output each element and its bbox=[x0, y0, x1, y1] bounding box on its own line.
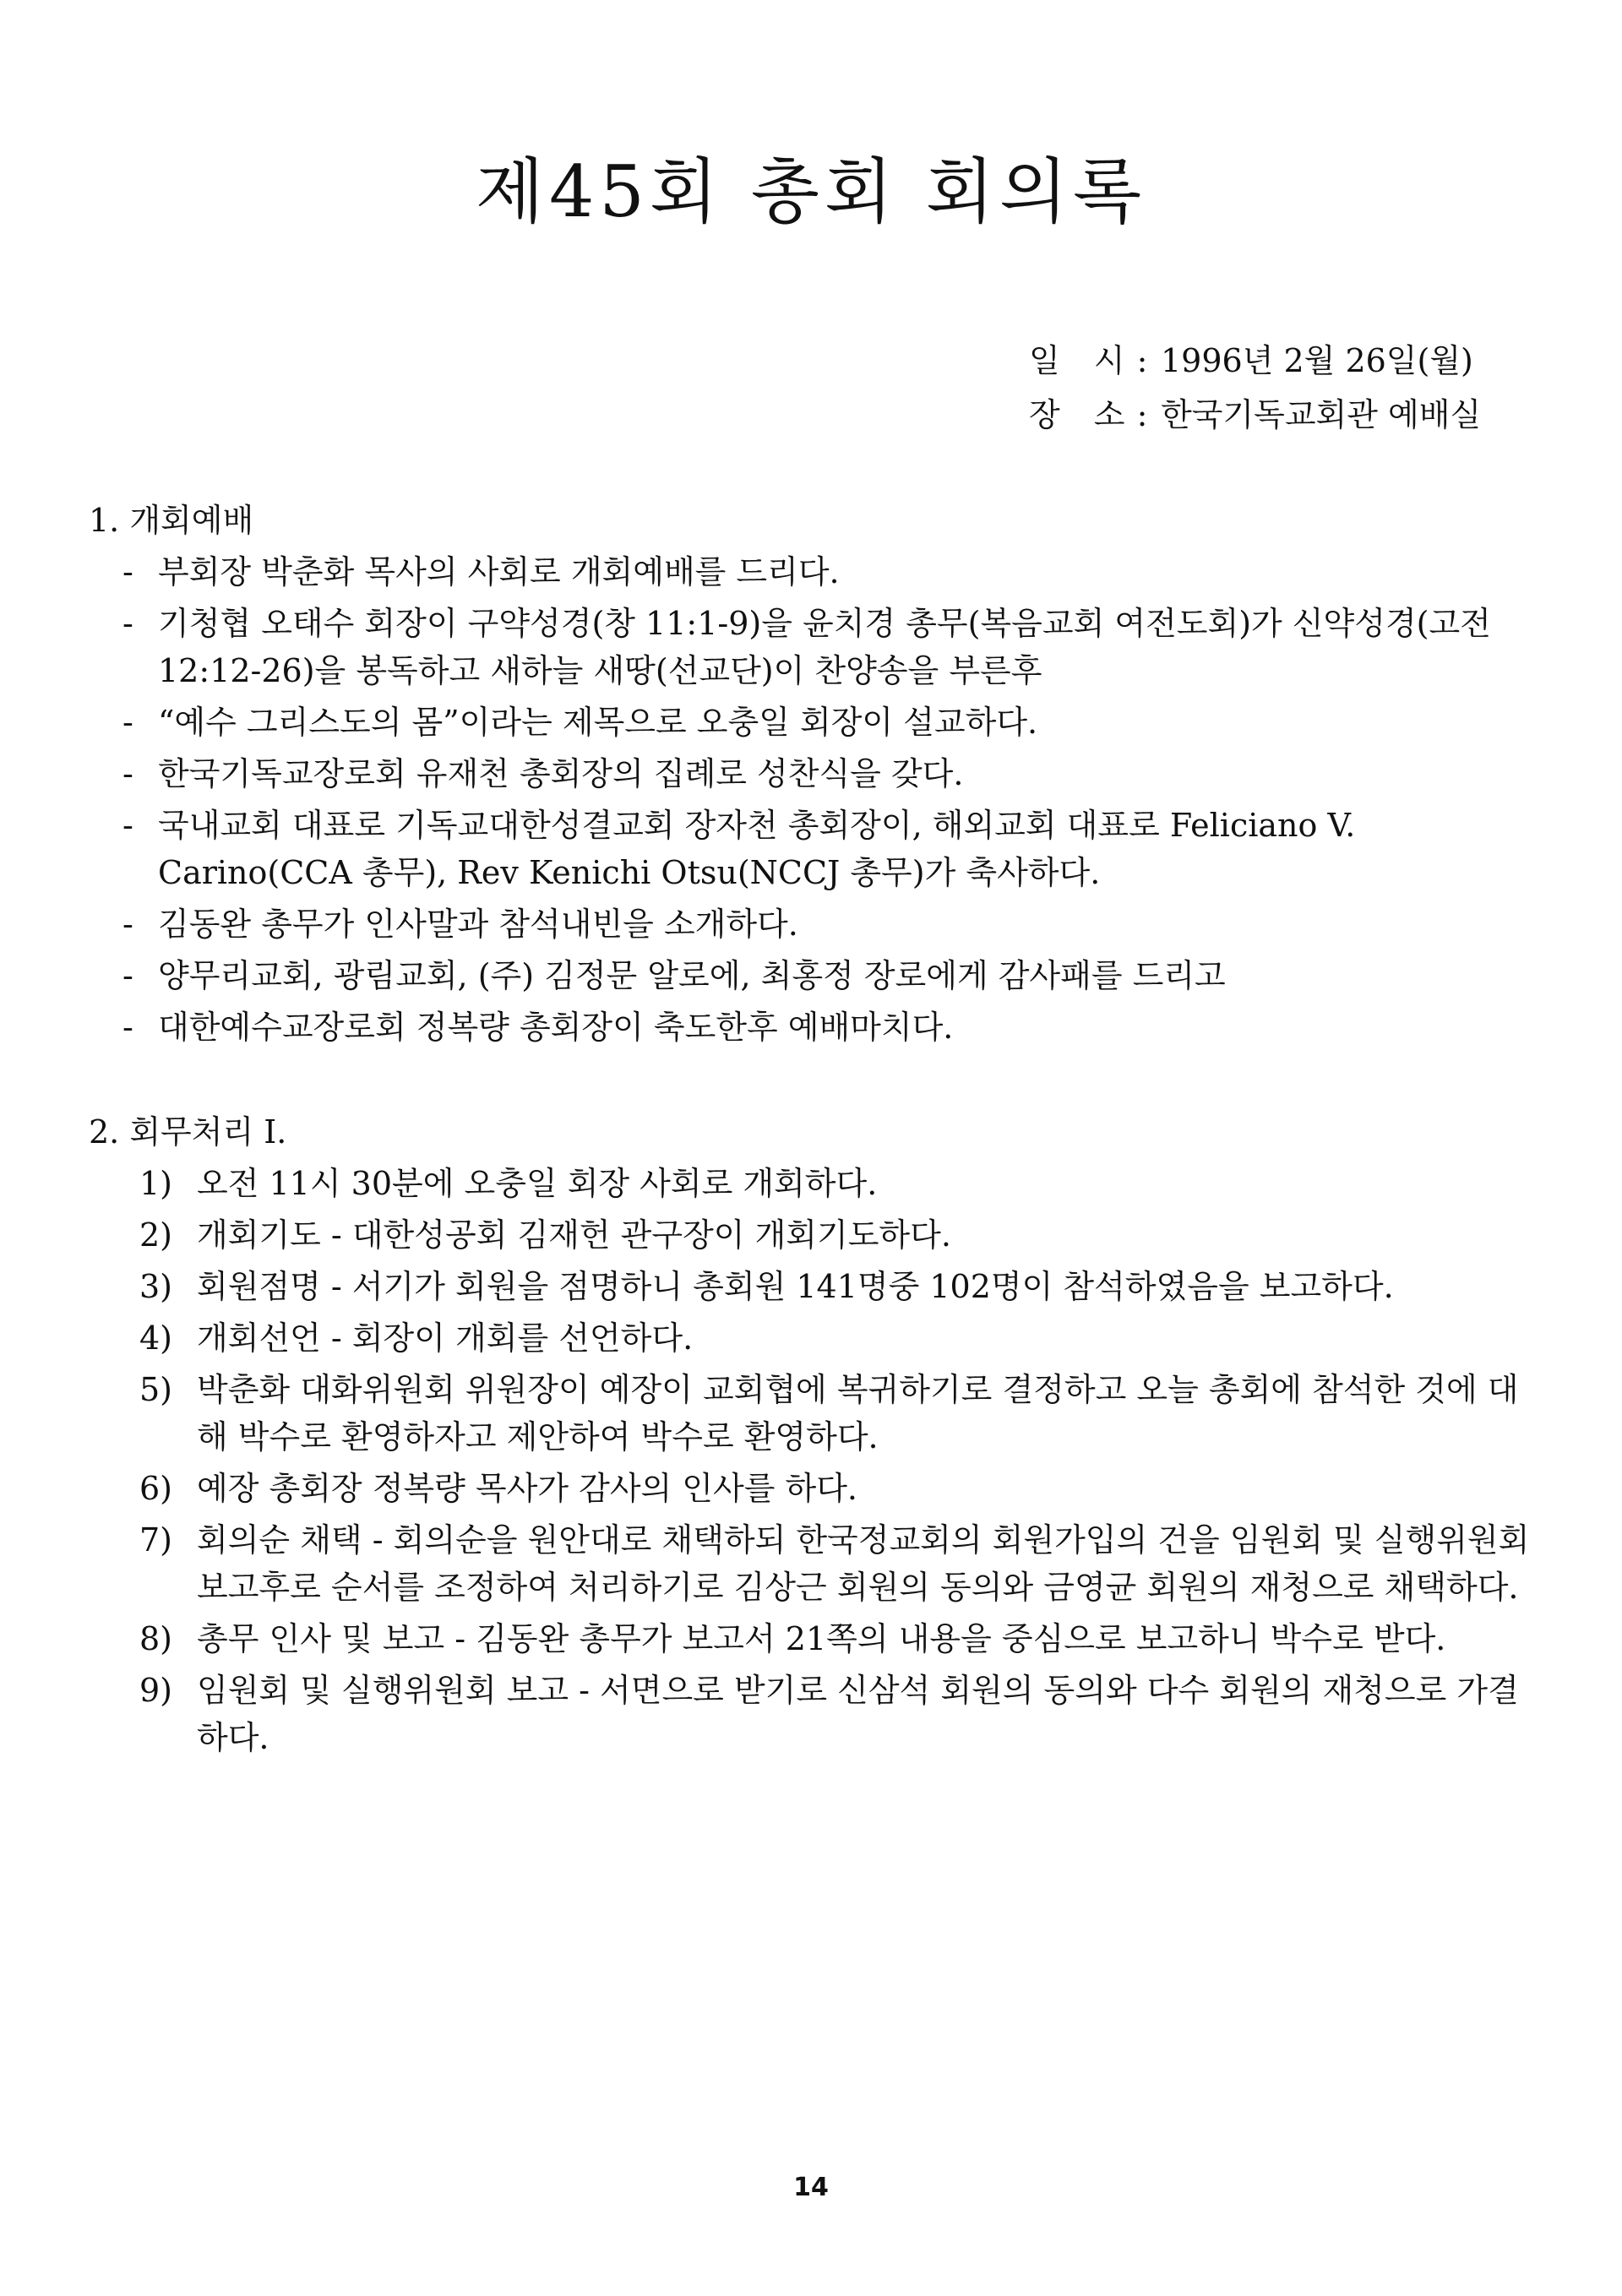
item-number: 5) bbox=[139, 1371, 173, 1408]
bullet-dash: - bbox=[122, 755, 133, 792]
list-item-text: 회원점명 - 서기가 회원을 점명하니 총회원 141명중 102명이 참석하였음을 보고하다. bbox=[197, 1268, 1394, 1305]
list-item-text: 김동완 총무가 인사말과 참석내빈을 소개하다. bbox=[158, 906, 798, 943]
section-business bbox=[89, 1108, 1542, 1766]
list-item bbox=[89, 750, 1542, 797]
list-item-text: 총무 인사 및 보고 - 김동완 총무가 보고서 21쪽의 내용을 중심으로 보고하니 박수로 받다. bbox=[197, 1620, 1446, 1657]
list-item bbox=[89, 1667, 1542, 1761]
meta-date-value: 1996년 2월 26일(월) bbox=[1161, 342, 1473, 379]
section-opening-worship bbox=[89, 497, 1542, 1055]
item-number: 1) bbox=[139, 1165, 173, 1202]
list-item bbox=[89, 699, 1542, 746]
document-title: 제45회 총회 회의록 bbox=[475, 150, 1147, 233]
list-item-text: 한국기독교장로회 유재천 총회장의 집례로 성찬식을 갖다. bbox=[158, 755, 964, 792]
list-item bbox=[89, 1314, 1542, 1362]
meeting-meta bbox=[1029, 334, 1481, 442]
bullet-dash: - bbox=[122, 807, 133, 844]
bullet-dash: - bbox=[122, 605, 133, 642]
list-item-text: 개회선언 - 회장이 개회를 선언하다. bbox=[197, 1319, 694, 1357]
item-number: 3) bbox=[139, 1268, 173, 1305]
section-title: 2. 회무처리 I. bbox=[89, 1113, 287, 1151]
item-number: 6) bbox=[139, 1470, 173, 1507]
list-item bbox=[89, 548, 1542, 596]
list-item bbox=[89, 1465, 1542, 1512]
bullet-dash: - bbox=[122, 553, 133, 590]
list-item-text: 기청협 오태수 회장이 구약성경(창 11:1-9)을 윤치경 총무(복음교회 여전도회)가 신약성경(고전 12:12-26)을 봉독하고 새하늘 새땅(선교단)이 찬양송을 부른후 bbox=[158, 605, 1491, 689]
list-item-text: 개회기도 - 대한성공회 김재헌 관구장이 개회기도하다. bbox=[197, 1216, 951, 1254]
meta-place-row bbox=[1029, 388, 1481, 442]
item-number: 8) bbox=[139, 1620, 173, 1657]
bullet-dash: - bbox=[122, 704, 133, 741]
opening-list bbox=[89, 548, 1542, 1051]
meta-place-label: 장 소 bbox=[1029, 396, 1137, 433]
list-item-text: 예장 총회장 정복량 목사가 감사의 인사를 하다. bbox=[197, 1470, 858, 1507]
bullet-dash: - bbox=[122, 1009, 133, 1046]
meta-place-value: 한국기독교회관 예배실 bbox=[1161, 396, 1482, 433]
list-item-text: 박춘화 대화위원회 위원장이 예장이 교회협에 복귀하기로 결정하고 오늘 총회에 참석한 것에 대해 박수로 환영하자고 제안하여 박수로 환영하다. bbox=[197, 1371, 1519, 1455]
list-item bbox=[89, 900, 1542, 948]
list-item-text: 임원회 및 실행위원회 보고 - 서면으로 받기로 신삼석 회원의 동의와 다수 회원의 재청으로 가결하다. bbox=[197, 1672, 1519, 1756]
section-title: 1. 개회예배 bbox=[89, 502, 254, 539]
meta-separator: : bbox=[1136, 396, 1148, 433]
meta-date-label: 일 시 bbox=[1029, 342, 1137, 379]
list-item bbox=[89, 600, 1542, 694]
meta-date-row bbox=[1029, 334, 1481, 388]
list-item bbox=[89, 1366, 1542, 1461]
list-item bbox=[89, 952, 1542, 999]
list-item-text: 오전 11시 30분에 오충일 회장 사회로 개회하다. bbox=[197, 1165, 878, 1202]
list-item-text: 양무리교회, 광림교회, (주) 김정문 알로에, 최홍정 장로에게 감사패를 드리고 bbox=[158, 957, 1226, 994]
item-number: 2) bbox=[139, 1216, 173, 1254]
list-item bbox=[89, 1211, 1542, 1259]
page-number: 14 bbox=[793, 2173, 829, 2202]
item-number: 7) bbox=[139, 1521, 173, 1559]
list-item bbox=[89, 1615, 1542, 1662]
list-item-text: 부회장 박춘화 목사의 사회로 개회예배를 드리다. bbox=[158, 553, 840, 590]
item-number: 9) bbox=[139, 1672, 173, 1709]
list-item bbox=[89, 802, 1542, 896]
item-number: 4) bbox=[139, 1319, 173, 1357]
list-item-text: “예수 그리스도의 몸”이라는 제목으로 오충일 회장이 설교하다. bbox=[158, 704, 1038, 741]
list-item bbox=[89, 1263, 1542, 1310]
meta-separator: : bbox=[1136, 342, 1148, 379]
list-item bbox=[89, 1160, 1542, 1207]
bullet-dash: - bbox=[122, 906, 133, 943]
list-item bbox=[89, 1004, 1542, 1051]
list-item-text: 대한예수교장로회 정복량 총회장이 축도한후 예배마치다. bbox=[158, 1009, 954, 1046]
bullet-dash: - bbox=[122, 957, 133, 994]
list-item-text: 국내교회 대표로 기독교대한성결교회 장자천 총회장이, 해외교회 대표로 Feliciano V. Carino(CCA 총무), Rev Kenichi Otsu(NCCJ 총무)가 축사하다. bbox=[158, 807, 1356, 891]
list-item bbox=[89, 1516, 1542, 1611]
list-item-text: 회의순 채택 - 회의순을 원안대로 채택하되 한국정교회의 회원가입의 건을 임원회 및 실행위원회 보고후로 순서를 조정하여 처리하기로 김상근 회원의 동의와 금영균 회원의 재청으로 채택하다. bbox=[197, 1521, 1530, 1606]
business-list bbox=[89, 1160, 1542, 1761]
